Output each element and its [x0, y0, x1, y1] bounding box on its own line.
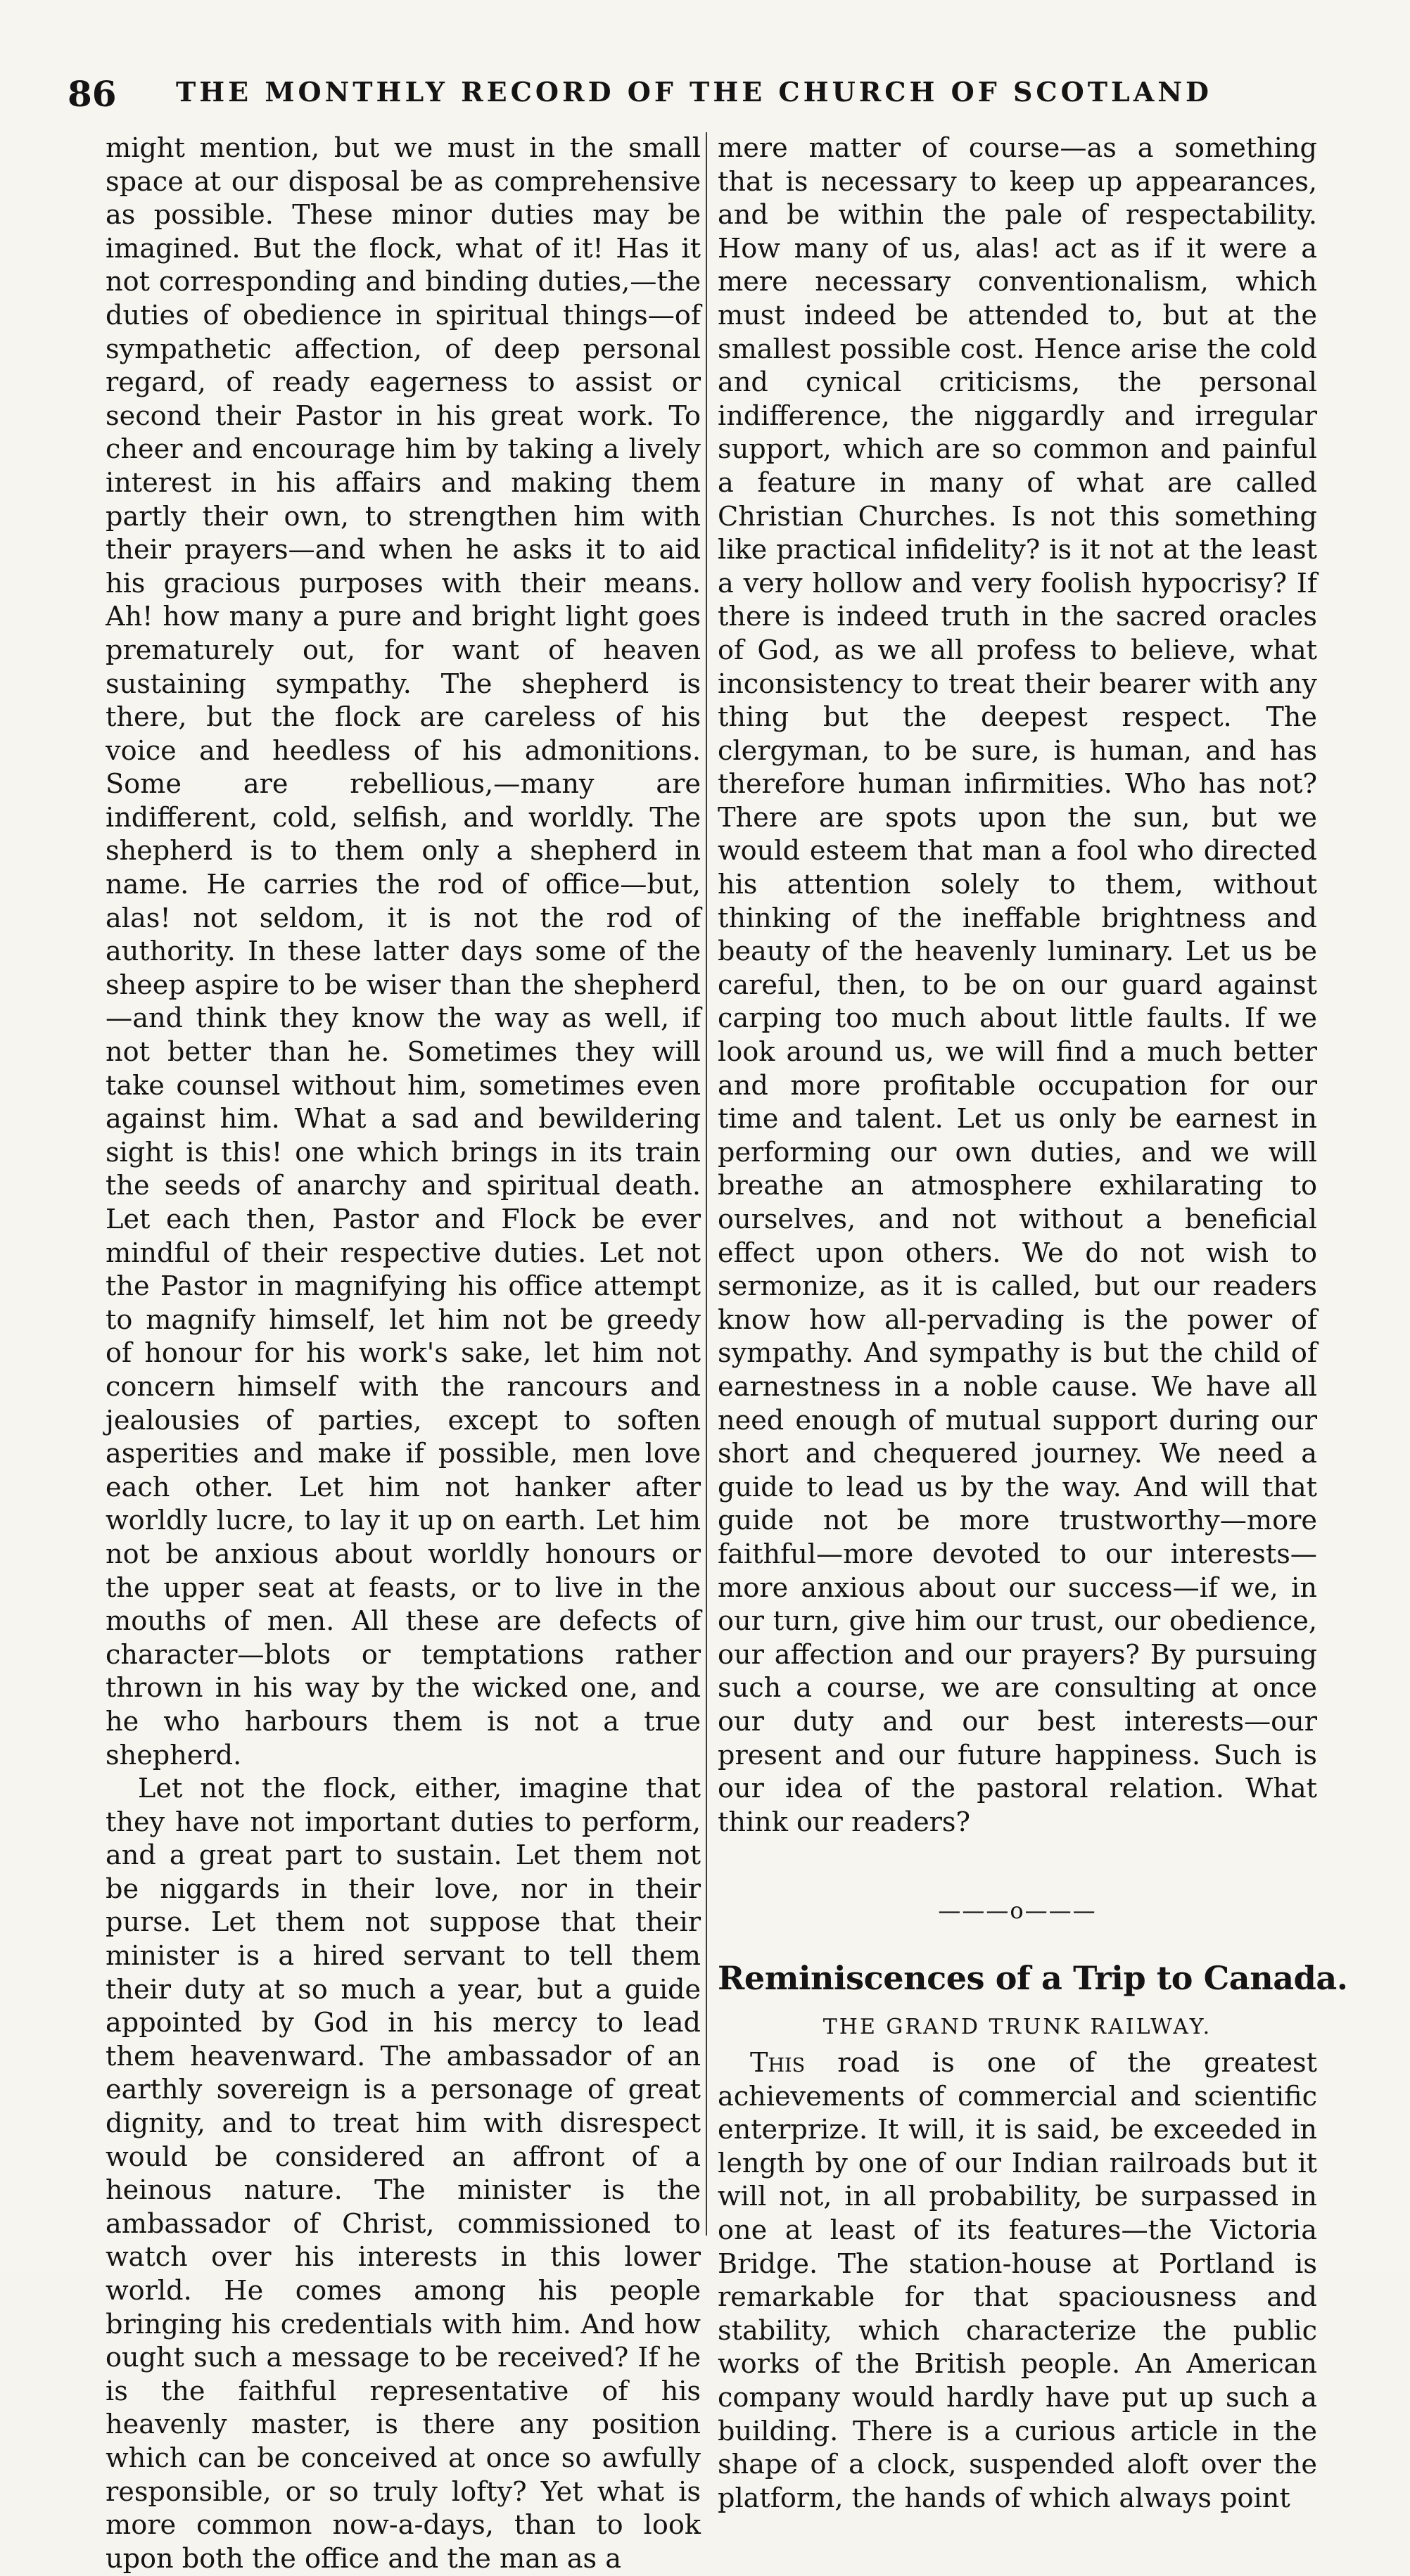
article-title: Reminiscences of a Trip to Canada.: [718, 1958, 1348, 1997]
article-text: road is one of the greatest achievements of commercial and scientific enterprize. It will, it is said, be exceeded in length by one of our Indian railroads but it will not, in all probability, be surpassed in one at least of its features—the Victoria Bridge. The station-house at Portland is remarkable for that spaciousness and stability, which characterize the public works of the British people. An American company would hardly have put up such a building. There is a curious article in the shape of a clock, suspended aloft over the platform, the hands of which always point: [718, 2048, 1317, 2514]
left-column: [106, 132, 701, 2576]
article-subtitle: THE GRAND TRUNK RAILWAY.: [823, 2015, 1212, 2040]
left-paragraph: Let not the flock, either, imagine that they have not important duties to perform, and a great part to sustain. Let them not be niggards in their love, nor in their purse. Let them not suppose that their minister is a hired servant to tell them their duty at so much a year, but a guide appointed by God in his mercy to lead them heavenward. The ambassador of an earthly sovereign is a personage of great dignity, and to treat him with disrespect would be considered an affront of a heinous nature. The minister is the ambassador of Christ, commissioned to watch over his interests in this lower world. He comes among his people bringing his credentials with him. And how ought such a message to be received? If he is the faithful representative of his heavenly master, is there any position which can be conceived at once so awfully responsible, or so truly lofty? Yet what is more common now-a-days, than to look upon both the office and the man as a: [106, 1773, 701, 2575]
article-first-word: This: [750, 2048, 806, 2079]
section-divider: ———o———: [938, 1897, 1097, 1925]
page-number: 86: [68, 73, 117, 115]
column-rule: [706, 132, 707, 2236]
left-paragraph: might mention, but we must in the small space at our disposal be as comprehensive as possible. These minor duties may be imagined. But the flock, what of it! Has it not corresponding and binding duties,—the duties of obedience in spiritual things—of sympathetic affection, of deep personal regard, of ready eagerness to assist or second their Pastor in his great work. To cheer and encourage him by taking a lively interest in his affairs and making them partly their own, to strengthen him with their prayers—and when he asks it to aid his gracious purposes with their means. Ah! how many a pure and bright light goes prematurely out, for want of heaven sustaining sympathy. The shepherd is there, but the flock are careless of his voice and heedless of his admonitions. Some are rebellious,—many are indifferent, cold, selfish, and worldly. The shepherd is to them only a shepherd in name. He carries the rod of office—but, alas! not seldom, it is not the rod of authority. In these latter days some of the sheep aspire to be wiser than the shepherd—and think they know the way as well, if not better than he. Sometimes they will take counsel without him, sometimes even against him. What a sad and bewildering sight is this! one which brings in its train the seeds of anarchy and spiritual death. Let each then, Pastor and Flock be ever mindful of their respective duties. Let not the Pastor in magnifying his office attempt to magnify himself, let him not be greedy of honour for his work's sake, let him not concern himself with the rancours and jealousies of parties, except to soften asperities and make if possible, men love each other. Let him not hanker after worldly lucre, to lay it up on earth. Let him not be anxious about worldly honours or the upper seat at feasts, or to live in the mouths of men. All these are defects of character—blots or temptations rather thrown in his way by the wicked one, and he who harbours them is not a true shepherd.: [106, 133, 701, 1771]
article-paragraph: [718, 2047, 1317, 2516]
right-paragraph: mere matter of course—as a something that is necessary to keep up appearances, and be within the pale of respectability. How many of us, alas! act as if it were a mere necessary conventionalism, which must indeed be attended to, but at the smallest possible cost. Hence arise the cold and cynical criticisms, the personal indifference, the niggardly and irregular support, which are so common and painful a feature in many of what are called Christian Churches. Is not this something like practical infidelity? is it not at the least a very hollow and very foolish hypocrisy? If there is indeed truth in the sacred oracles of God, as we all profess to believe, what inconsistency to treat their bearer with any thing but the deepest respect. The clergyman, to be sure, is human, and has therefore human infirmities. Who has not? There are spots upon the sun, but we would esteem that man a fool who directed his attention solely to them, without thinking of the ineffable brightness and beauty of the heavenly luminary. Let us be careful, then, to be on our guard against carping too much about little faults. If we look around us, we will find a much better and more profitable occupation for our time and talent. Let us only be earnest in performing our own duties, and we will breathe an atmosphere exhilarating to ourselves, and not without a beneficial effect upon others. We do not wish to sermonize, as it is called, but our readers know how all-pervading is the power of sympathy. And sympathy is but the child of earnestness in a noble cause. We have all need enough of mutual support during our short and chequered journey. We need a guide to lead us by the way. And will that guide not be more trustworthy—more faithful—more devoted to our interests—more anxious about our success—if we, in our turn, give him our trust, our obedience, our affection and our prayers? By pursuing such a course, we are consulting at once our duty and our best interests—our present and our future happiness. Such is our idea of the pastoral relation. What think our readers?: [718, 133, 1317, 1838]
running-title: THE MONTHLY RECORD OF THE CHURCH OF SCOTLAND: [176, 76, 1212, 108]
right-column: [718, 132, 1348, 2516]
